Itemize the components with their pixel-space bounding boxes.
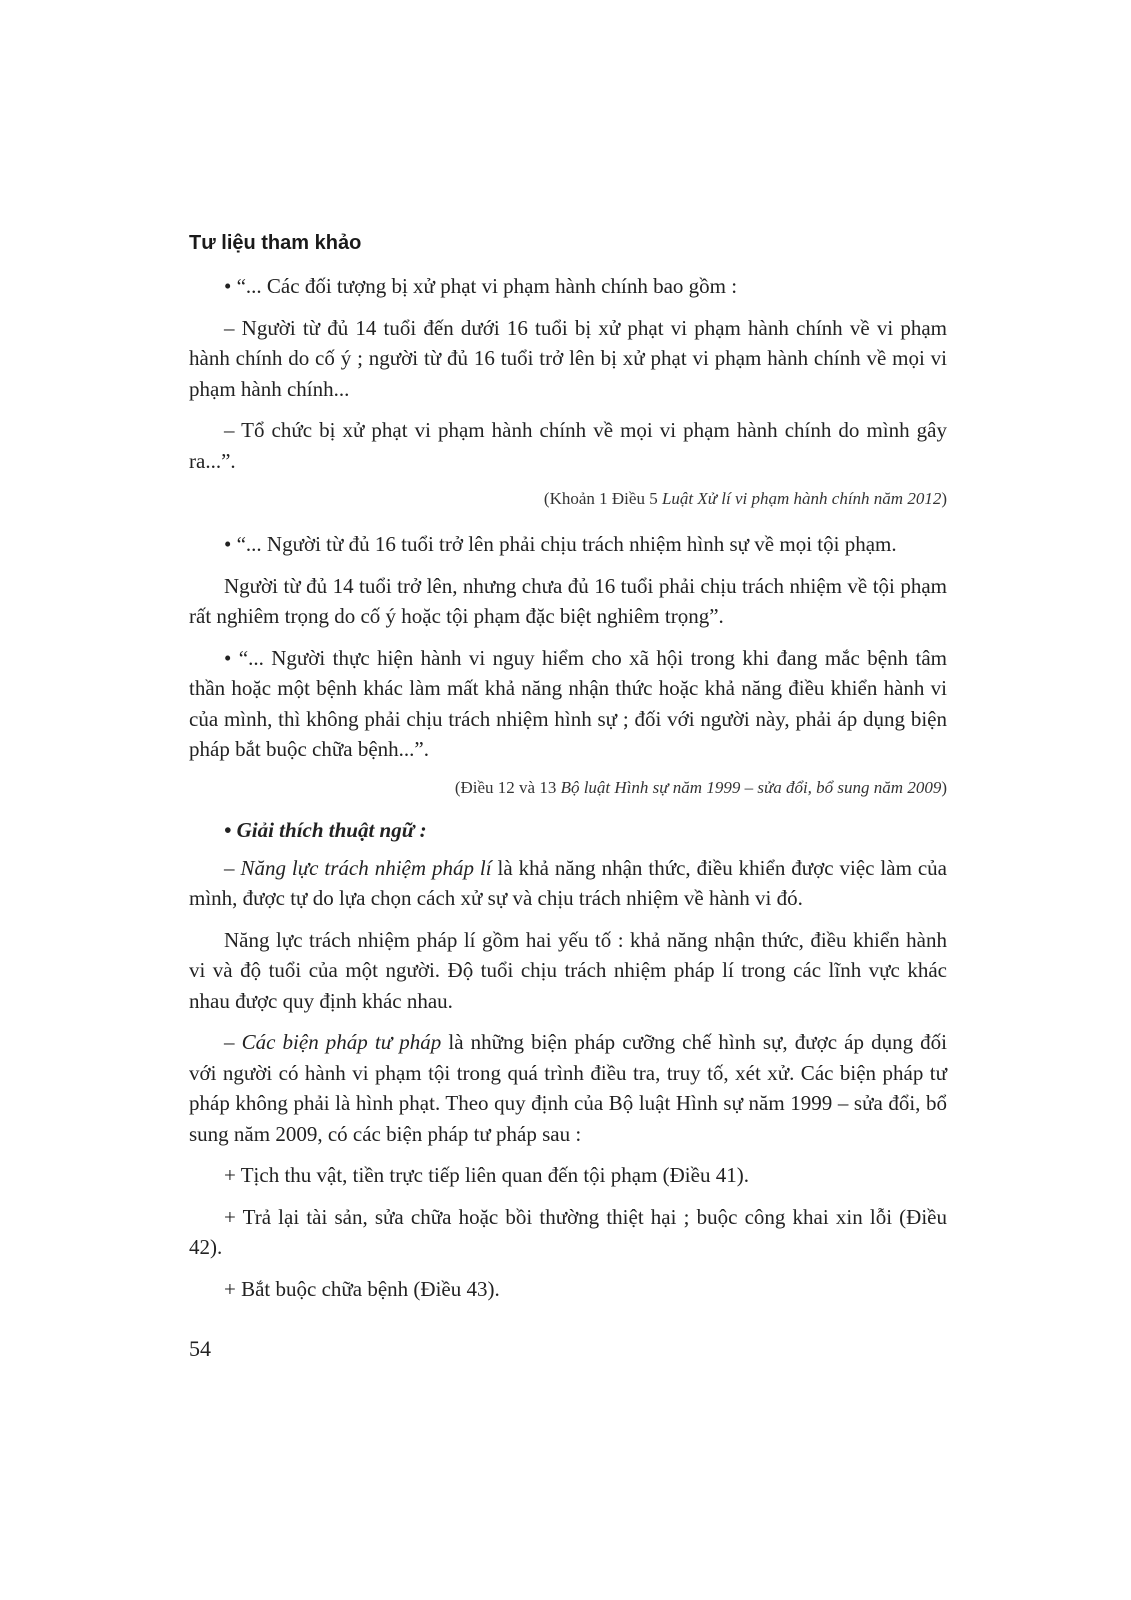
term2-definition: – Các biện pháp tư pháp là những biện pháp cưỡng chế hình sự, được áp dụng đối với người có hành vi phạm tội trong quá trình điều tra, truy tố, xét xử. Các biện pháp tư pháp không phải là hình phạt. Theo quy định của Bộ luật Hình sự năm 1999 – sửa đổi, bổ sung năm 2009, có các biện pháp tư pháp sau : xyxy=(189,1030,948,1146)
quote2-lead: • “... Người từ đủ 16 tuổi trở lên phải chịu trách nhiệm hình sự về mọi tội phạm. xyxy=(224,532,897,556)
term2-name: Các biện pháp tư pháp xyxy=(241,1030,442,1054)
quote3-source-title: Bộ luật Hình sự năm 1999 – sửa đổi, bổ sung năm 2009 xyxy=(560,777,942,797)
measure-item: + Bắt buộc chữa bệnh (Điều 43). xyxy=(224,1276,500,1301)
term1-paragraph: Năng lực trách nhiệm pháp lí gồm hai yếu tố : khả năng nhận thức, điều khiển hành vi và độ tuổi của một người. Độ tuổi chịu trách nhiệm pháp lí trong các lĩnh vực khác nhau được quy định khác nhau. xyxy=(189,927,947,1013)
quote1-source: (Khoản 1 Điều 5 Luật Xử lí vi phạm hành chính năm 2012) xyxy=(543,489,947,508)
page-body xyxy=(189,232,947,1315)
measure-item: + Tịch thu vật, tiền trực tiếp liên quan đến tội phạm (Điều 41). xyxy=(224,1163,749,1187)
measure-item: + Trả lại tài sản, sửa chữa hoặc bồi thường thiệt hại ; buộc công khai xin lỗi (Điều 42). xyxy=(189,1204,947,1259)
quote1-item1: – Người từ đủ 14 tuổi đến dưới 16 tuổi bị xử phạt vi phạm hành chính về vi phạm hành chính do cố ý ; người từ đủ 16 tuổi trở lên bị xử phạt vi phạm hành chính về mọi vi phạm hành chính... xyxy=(189,315,947,401)
term1-name: Năng lực trách nhiệm pháp lí xyxy=(240,855,492,880)
section-heading: Tư liệu tham khảo xyxy=(189,232,362,254)
term1-definition: – Năng lực trách nhiệm pháp lí là khả năng nhận thức, điều khiển được việc làm của mình, được tự do lựa chọn cách xử sự và chịu trách nhiệm về hành vi đó. xyxy=(189,855,947,910)
quote1-lead: • “... Các đối tượng bị xử phạt vi phạm hành chính bao gồm : xyxy=(224,274,738,298)
quote2-para: Người từ đủ 14 tuổi trở lên, nhưng chưa đủ 16 tuổi phải chịu trách nhiệm về tội phạm rất nghiêm trọng do cố ý hoặc tội phạm đặc biệt nghiêm trọng”. xyxy=(189,573,947,628)
page-number: 54 xyxy=(189,1336,211,1361)
quote1-item2: – Tổ chức bị xử phạt vi phạm hành chính về mọi vi phạm hành chính do mình gây ra...”. xyxy=(189,418,947,473)
glossary-heading: • Giải thích thuật ngữ : xyxy=(224,817,427,842)
quote3-lead: • “... Người thực hiện hành vi nguy hiểm cho xã hội trong khi đang mắc bệnh tâm thần hoặc một bệnh khác làm mất khả năng nhận thức hoặc khả năng điều khiển hành vi của mình, thì không phải chịu trách nhiệm hình sự ; đối với người này, phải áp dụng biện pháp bắt buộc chữa bệnh...”. xyxy=(189,645,947,761)
quote1-source-title: Luật Xử lí vi phạm hành chính năm 2012 xyxy=(661,489,942,508)
quote3-source: (Điều 12 và 13 Bộ luật Hình sự năm 1999 – sửa đổi, bổ sung năm 2009) xyxy=(454,777,947,797)
